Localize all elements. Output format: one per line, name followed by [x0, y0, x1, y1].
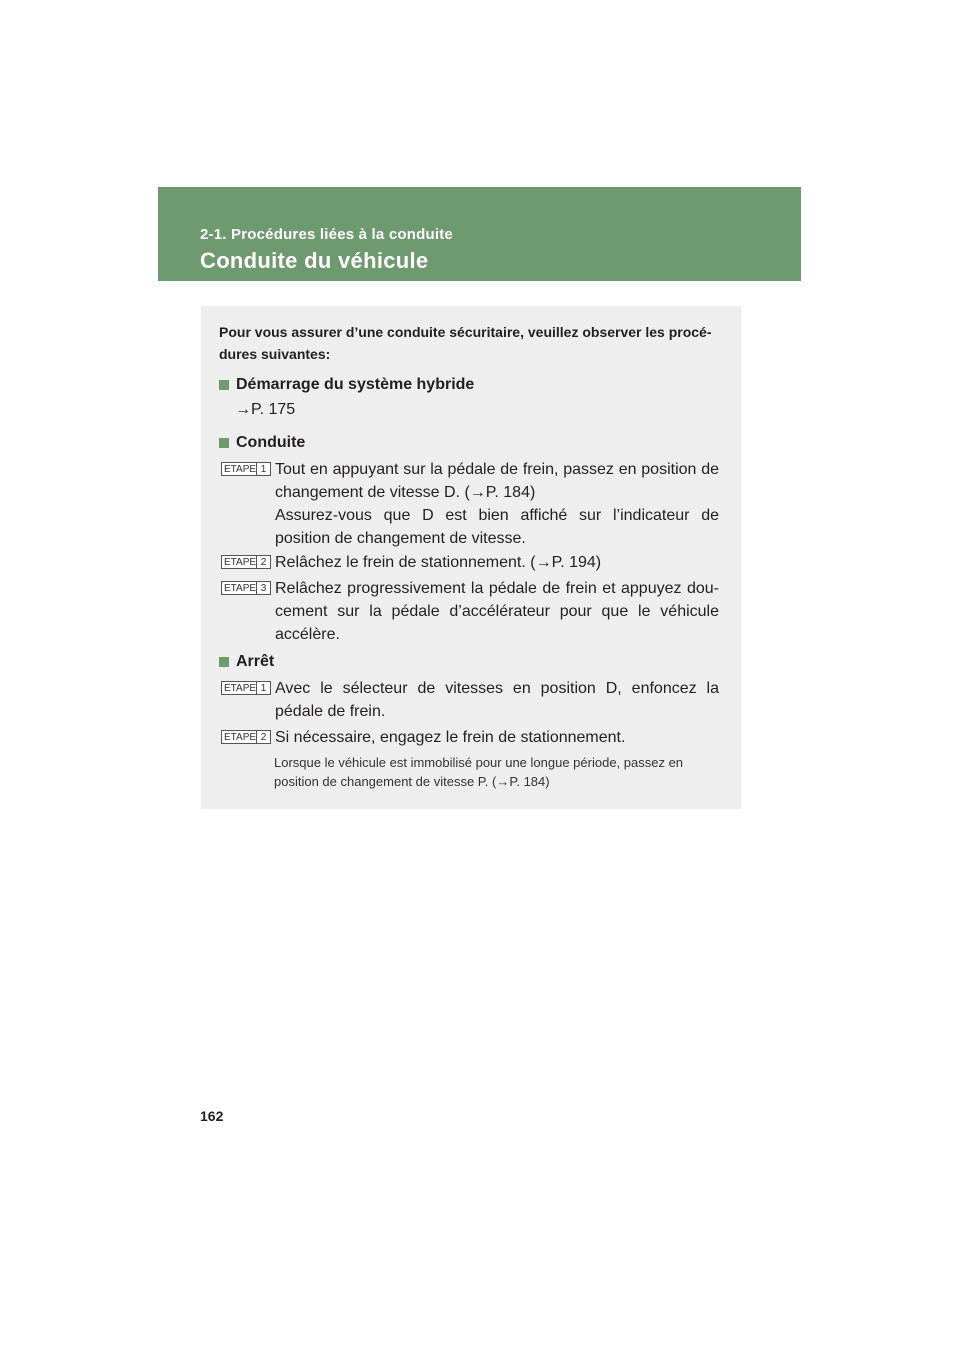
heading-label: Démarrage du système hybride: [236, 376, 475, 393]
stop-note: Lorsque le véhicule est immobilisé pour une longue période, passez en position de changement de vitesse P. (→P. 184): [274, 755, 684, 789]
badge-label: ETAPE: [224, 583, 257, 594]
badge-label: ETAPE: [224, 464, 257, 475]
square-bullet-icon: [219, 380, 229, 390]
section-header: [158, 187, 801, 281]
step-extra-text: Assurez-vous que D est bien affiché sur l’indicateur de position de changement de vitesse.: [275, 507, 719, 547]
square-bullet-icon: [219, 657, 229, 667]
heading-label: Arrêt: [236, 653, 275, 670]
page-reference: →P. 175: [235, 401, 296, 418]
heading-driving: [219, 434, 305, 452]
badge-number: 2: [256, 731, 270, 743]
step-text: Avec le sélecteur de vitesses en position D, enfoncez la pédale de frein.: [275, 680, 719, 720]
driving-step-2: [221, 551, 719, 574]
step-text: Tout en appuyant sur la pédale de frein, passez en position de changement de vitesse D. (→P. 184): [275, 461, 719, 501]
badge-number: 1: [256, 682, 270, 694]
badge-label: ETAPE: [224, 683, 257, 694]
content-box: [201, 306, 741, 809]
driving-step-1: [221, 458, 719, 550]
heading-stop: [219, 653, 274, 671]
step-badge: [221, 581, 271, 595]
page-number: 162: [200, 1108, 224, 1124]
badge-number: 1: [256, 463, 270, 475]
heading-label: Conduite: [236, 434, 306, 451]
intro-text: Pour vous assurer d’une conduite sécuritaire, veuillez observer les procé-dures suivantes:: [219, 324, 712, 362]
section-label: 2-1. Procédures liées à la conduite: [200, 226, 453, 243]
badge-number: 2: [256, 556, 270, 568]
stop-step-1: [221, 677, 719, 723]
badge-number: 3: [256, 582, 270, 594]
page-title: Conduite du véhicule: [200, 248, 429, 273]
step-badge: [221, 555, 271, 569]
heading-start-system: [219, 376, 474, 394]
badge-label: ETAPE: [224, 557, 257, 568]
step-text: Relâchez progressivement la pédale de frein et appuyez dou-cement sur la pédale d’accélérateur pour que le véhicule accélère.: [275, 580, 719, 643]
step-text: Si nécessaire, engagez le frein de stationnement.: [275, 729, 626, 746]
stop-step-2: [221, 726, 719, 749]
badge-label: ETAPE: [224, 732, 257, 743]
step-badge: [221, 462, 271, 476]
step-text: Relâchez le frein de stationnement. (→P. 194): [275, 554, 602, 571]
driving-step-3: [221, 577, 719, 646]
square-bullet-icon: [219, 438, 229, 448]
step-badge: [221, 681, 271, 695]
step-badge: [221, 730, 271, 744]
